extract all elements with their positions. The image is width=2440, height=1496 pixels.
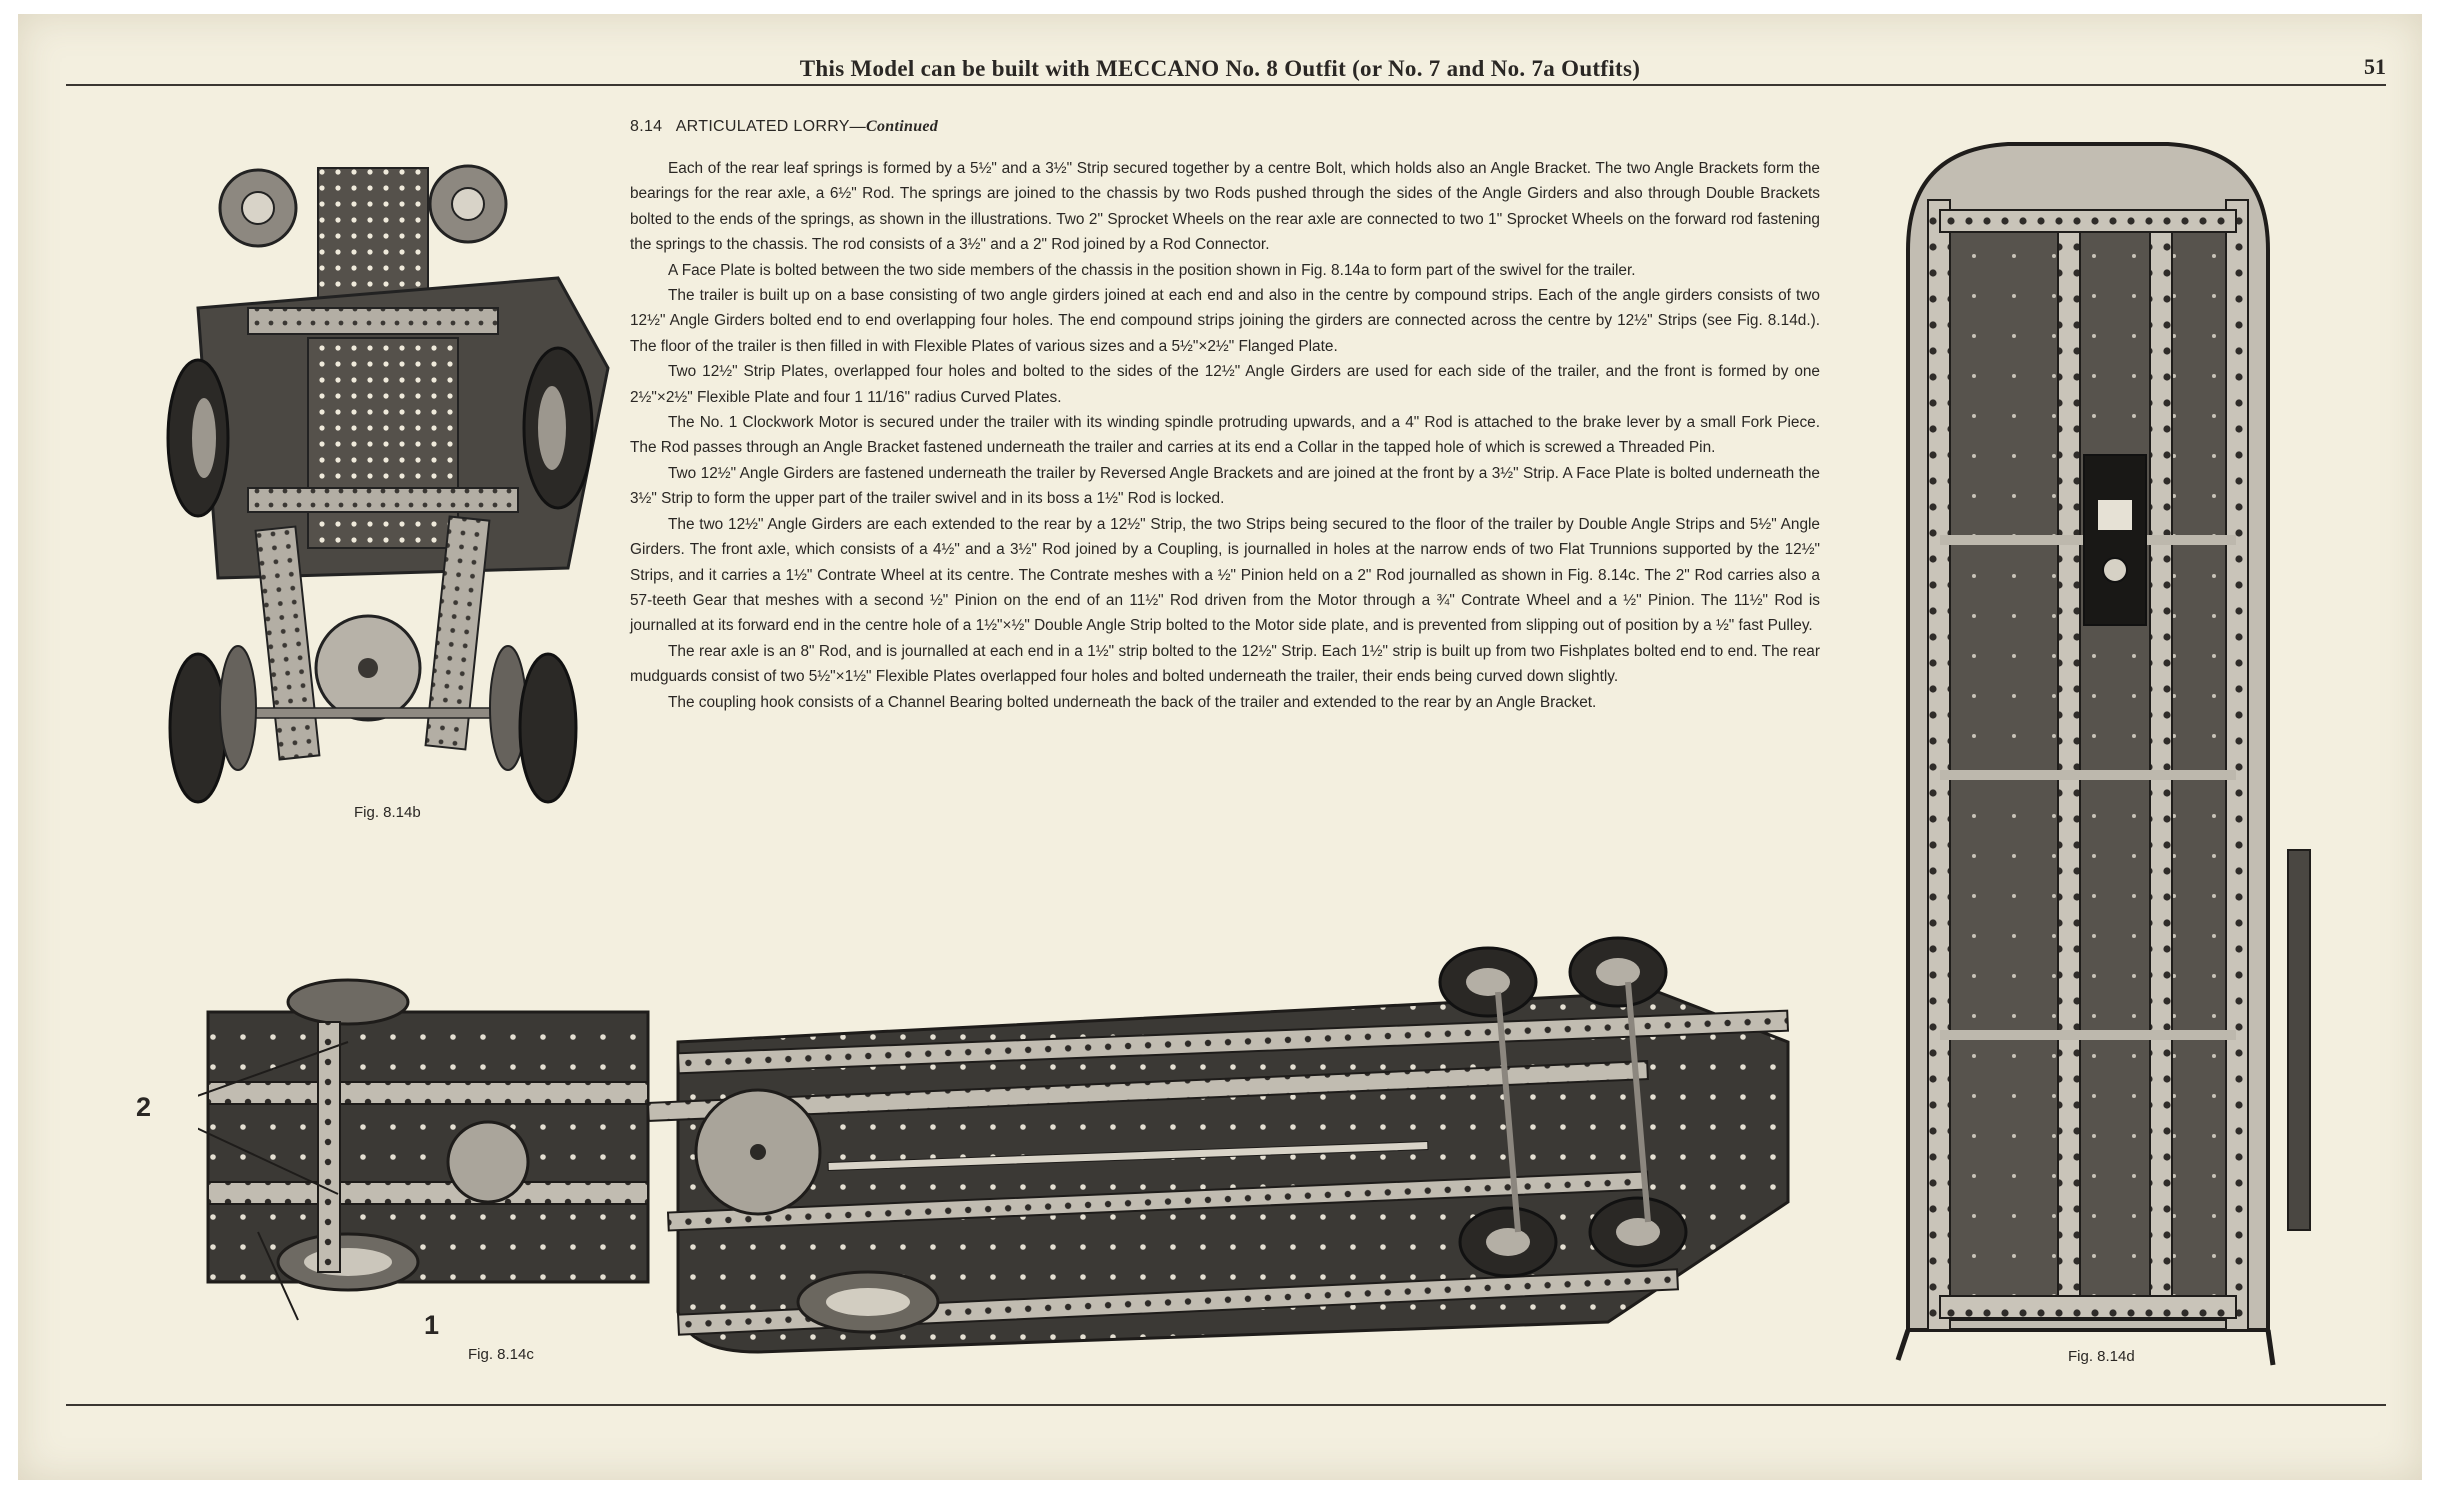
paragraph: The rear axle is an 8" Rod, and is journalled at each end in a 1½" strip bolted to the 12½" Strip. Each 1½" strip is built up from two Fishplates bolted end to end. The rear mudguards consist of two 5½"×1½" Flexible Plates overlapped four holes and bolted underneath the trailer, their ends being curved down slightly. [630, 642, 1820, 686]
section-number: 8.14 [630, 118, 663, 135]
figure-caption-8-14d: Fig. 8.14d [2068, 1348, 2135, 1365]
book-page [18, 14, 2422, 1480]
figure-caption-8-14c: Fig. 8.14c [468, 1346, 534, 1363]
footer-rule [66, 1404, 2386, 1406]
section-continued: —Continued [849, 118, 939, 135]
figure-label-1: 1 [424, 1310, 440, 1340]
figure-8-14b-tractor-underside [138, 148, 658, 808]
section-heading [630, 118, 1820, 136]
figure-caption-8-14b: Fig. 8.14b [354, 804, 421, 821]
section-title: ARTICULATED LORRY [675, 118, 850, 135]
paragraph: A Face Plate is bolted between the two side members of the chassis in the position shown in Fig. 8.14a to form part of the swivel for the trailer. [668, 261, 1636, 279]
article-text [630, 118, 1820, 715]
paragraph: The coupling hook consists of a Channel Bearing bolted underneath the back of the trailer and extended to the rear by an Angle Bracket. [668, 693, 1597, 711]
paragraph: Each of the rear leaf springs is formed by a 5½" and a 3½" Strip secured together by a centre Bolt, which holds also an Angle Bracket. The two Angle Brackets form the bearings for the rear axle, a 6½" Rod. The springs are joined to the chassis by two Rods pushed through the sides of the Angle Girders and also through Double Brackets bolted to the ends of the springs, as shown in the illustrations. Two 2" Sprocket Wheels on the rear axle are connected to two 1" Sprocket Wheels on the forward rod fastening the springs to the chassis. The rod consists of a 3½" and a 2" Rod joined by a Rod Connector. [630, 160, 1820, 254]
header-rule [66, 84, 2386, 86]
paragraph: The No. 1 Clockwork Motor is secured under the trailer with its winding spindle protruding upwards, and a 4" Rod is attached to the brake lever by a small Fork Piece. The Rod passes through an Angle Bracket fastened underneath the trailer and carries at its end a Collar in the tapped hole of which is screwed a Threaded Pin. [630, 414, 1820, 457]
paragraph: Two 12½" Angle Girders are fastened underneath the trailer by Reversed Angle Brackets and are joined at the front by a 3½" Strip. A Face Plate is bolted underneath the 3½" Strip to form the upper part of the trailer swivel and in its boss a 1½" Rod is locked. [630, 464, 1820, 508]
page-number: 51 [2364, 54, 2386, 79]
figure-8-14c-lorry-underside [198, 932, 1808, 1362]
figure-label-2: 2 [136, 1092, 152, 1122]
paragraph: The trailer is built up on a base consisting of two angle girders joined at each end and also in the centre by compound strips. Each of the angle girders consists of two 12½" Angle Girders bolted end to end overlapping four holes. The end compound strips joining the girders are connected across the centre by 12½" Strips (see Fig. 8.14d.). The floor of the trailer is then filled in with Flexible Plates of various sizes and a 5½"×2½" Flanged Plate. [630, 287, 1820, 355]
paragraph: Two 12½" Strip Plates, overlapped four holes and bolted to the sides of the 12½" Angle Girders are used for each side of the trailer, and the front is formed by one 2½"×2½" Flexible Plate and four 1 11/16" radius Curved Plates. [630, 363, 1820, 406]
header-title: This Model can be built with MECCANO No. 8 Outfit (or No. 7 and No. 7a Outfits) [799, 56, 1641, 81]
page-header [18, 54, 2422, 98]
paragraph: The two 12½" Angle Girders are each extended to the rear by a 12½" Strip, the two Strips being secured to the floor of the trailer by Double Angle Strips and 5½" Angle Girders. The front axle, which consists of a 4½" and a 3½" Rod joined by a Coupling, is journalled in holes at the narrow ends of two Flat Trunnions supported by the 12½" Strips, and it carries a 1½" Contrate Wheel at its centre. The Contrate meshes with a ½" Pinion held on a 2" Rod journalled as shown in Fig. 8.14c. The 2" Rod carries also a 57-teeth Gear that meshes with a second ½" Pinion on the end of an 11½" Rod driven from the Motor through a ¾" Contrate Wheel and a ½" Pinion. The 11½" Rod is journalled at its forward end in the centre hole of a 1½"×½" Double Angle Strip bolted to the Motor side plate, and is prevented from slipping out of position by a ½" fast Pulley. [630, 515, 1820, 635]
figure-8-14d-trailer-top [1888, 130, 2328, 1380]
